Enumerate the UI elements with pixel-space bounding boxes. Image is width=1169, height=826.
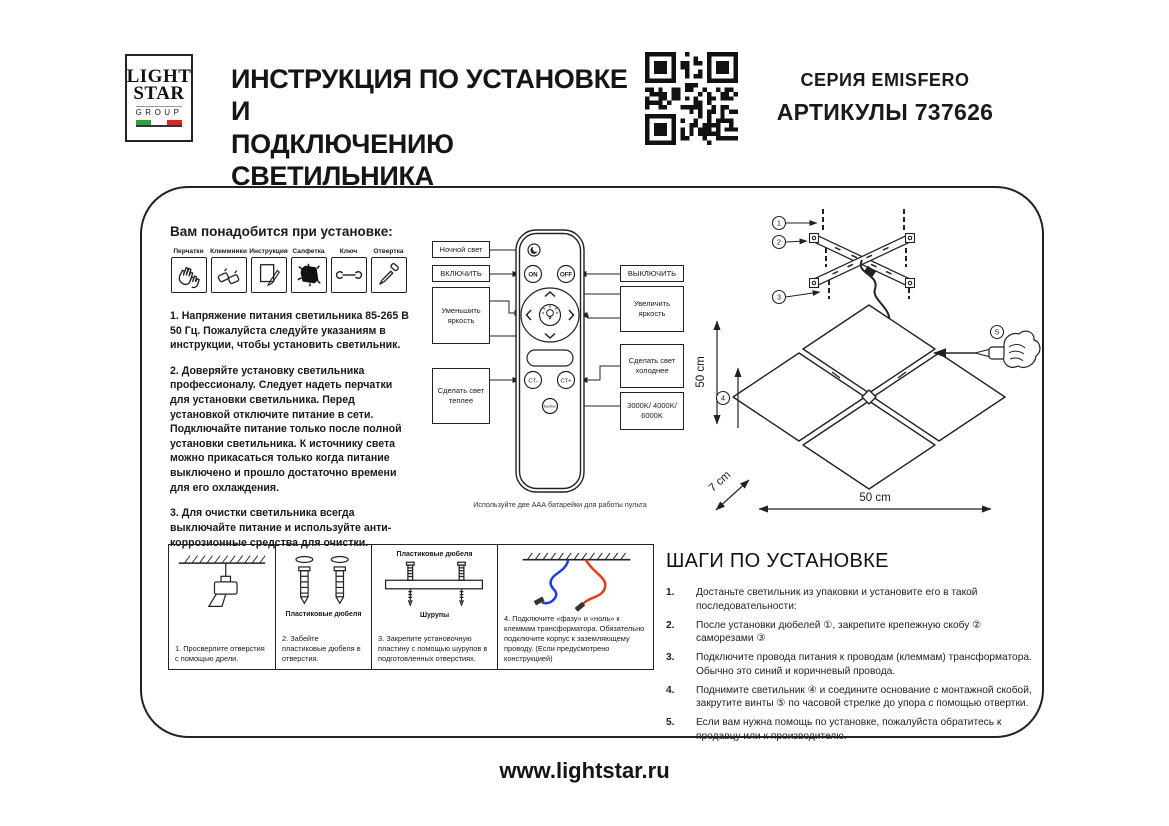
mount-step-2-label: Пластиковые дюбеля bbox=[285, 611, 362, 618]
tool-item-wrench: Ключ bbox=[330, 248, 367, 293]
mount-step-1-caption: 1. Просверлите отверстия с помощью дрели. bbox=[175, 644, 265, 664]
mount-step-2-caption: 2. Забейте пластиковые дюбеля в отверстия. bbox=[282, 634, 361, 664]
tool-item-clamps: Клеммники bbox=[210, 248, 247, 293]
dim-depth-label: 7 cm bbox=[706, 468, 734, 495]
remote-label-cooler: Сделать свет холоднее bbox=[620, 344, 684, 388]
install-steps-heading: ШАГИ ПО УСТАНОВКЕ bbox=[666, 550, 889, 572]
mounting-plate-illustration bbox=[378, 559, 490, 611]
safety-warnings bbox=[170, 309, 414, 550]
gloves-icon bbox=[171, 257, 207, 293]
install-step-1: 1. Достаньте светильник из упаковки и установите его в такой последовательности: bbox=[666, 587, 978, 612]
mount-step-3 bbox=[372, 544, 498, 670]
blue-wire bbox=[542, 560, 568, 603]
dim-width-label: 50 cm bbox=[859, 492, 891, 504]
install-step-5: 5. Если вам нужна помощь по установке, пожалуйста обратитесь к продавцу или к производителю. bbox=[666, 717, 1002, 742]
main-panel bbox=[140, 186, 1044, 742]
callout-1: 1 bbox=[776, 218, 782, 228]
tool-item-napkin: Салфетка bbox=[290, 248, 327, 293]
dowels-illustration bbox=[282, 550, 364, 610]
dim-height-label: 50 cm bbox=[695, 356, 707, 388]
page-title-line1: ИНСТРУКЦИЯ ПО УСТАНОВКЕ И bbox=[231, 64, 628, 127]
callout-2: 2 bbox=[776, 237, 782, 247]
qr-code bbox=[645, 52, 738, 145]
page-title bbox=[231, 63, 631, 193]
ct-plus-button-label: CT+ bbox=[560, 378, 572, 385]
page-title-line2: ПОДКЛЮЧЕНИЮ СВЕТИЛЬНИКА bbox=[231, 128, 454, 192]
napkin-icon bbox=[291, 257, 327, 293]
requirements-column bbox=[170, 224, 414, 561]
warning-paragraph-1: 1. Напряжение питания светильника 85-265 В 50 Гц. Пожалуйста следуйте указаниям в инструкции, чтобы установить светильник. bbox=[170, 310, 409, 352]
callout-4: 4 bbox=[720, 393, 726, 403]
article-number: АРТИКУЛЫ 737626 bbox=[776, 99, 994, 125]
remote-label-turn-off: ВЫКЛЮЧИТЬ bbox=[620, 265, 684, 282]
logo-word-group: GROUP bbox=[135, 107, 183, 117]
wrench-icon bbox=[331, 257, 367, 293]
tool-item-gloves: Перчатки bbox=[170, 248, 207, 293]
mount-step-3-label-top: Пластиковые дюбеля bbox=[396, 551, 473, 558]
footer-url: www.lightstar.ru bbox=[499, 758, 670, 783]
red-wire bbox=[582, 560, 605, 607]
series-label: СЕРИЯ EMISFERO bbox=[800, 70, 970, 90]
mount-step-2 bbox=[276, 544, 372, 670]
install-step-3: 3. Подключите провода питания к проводам (клеммам) трансформатора. Обычно это синий и коричневый провода. bbox=[666, 652, 1032, 677]
manual-icon bbox=[251, 257, 287, 293]
tools-heading: Вам понадобится при установке: bbox=[170, 224, 393, 239]
remote-label-kelvin: 3000K/ 4000K/ 6000K bbox=[620, 392, 684, 430]
tools-row bbox=[170, 248, 414, 293]
mount-step-4-caption: 4. Подключите «фазу» и «ноль» к клеммам трансформатора. Обязательно подключите корпус к заземляющему проводу. (Если предусмотрено конструкцией) bbox=[504, 614, 645, 664]
warning-paragraph-3: 3. Для очистки светильника всегда выключайте питание и используйте анти-коррозионные средства для очистки. bbox=[170, 507, 392, 549]
italian-flag-stripe bbox=[136, 120, 182, 127]
remote-control-figure bbox=[430, 228, 690, 528]
install-step-2: 2. После установки дюбелей ①, закрепите крепежную скобу ② саморезами ③ bbox=[666, 619, 982, 645]
remote-label-brighten: Увеличить яркость bbox=[620, 286, 684, 332]
mount-step-3-label-bottom: Шурупы bbox=[419, 612, 450, 619]
logo-word-star: STAR bbox=[133, 83, 185, 104]
battery-note: Используйте две ААА батарейки для работы пульта bbox=[473, 500, 647, 509]
screwdriver-icon bbox=[371, 257, 407, 293]
tool-item-manual: Инструкция bbox=[250, 248, 287, 293]
wiring-illustration bbox=[504, 550, 648, 614]
night-light-button-icon bbox=[528, 244, 540, 256]
mount-step-1 bbox=[168, 544, 276, 670]
lightstar-logo bbox=[125, 54, 193, 142]
install-steps-section bbox=[666, 550, 1038, 749]
tool-item-screwdriver: Отвертка bbox=[370, 248, 407, 293]
remote-label-night-light: Ночной свет bbox=[432, 241, 490, 258]
lamp-panels bbox=[733, 305, 1005, 489]
ct-minus-button-label: CT- bbox=[528, 378, 538, 385]
callout-3: 3 bbox=[776, 292, 782, 302]
mount-step-3-caption: 3. Закрепите установочную пластину с помощью шурупов в подготовленных отверстиях. bbox=[378, 634, 488, 664]
blue-wire-terminal bbox=[534, 597, 545, 606]
remote-label-turn-on: ВКЛЮЧИТЬ bbox=[432, 265, 490, 282]
callout-5: 5 bbox=[994, 327, 1000, 337]
remote-label-dim: Уменьшить яркость bbox=[432, 287, 490, 344]
series-block bbox=[775, 70, 995, 126]
install-step-4: 4. Поднимите светильник ④ и соедините основание с монтажной скобой, закрутите винты ⑤ по часовой стрелке до упора с помощью отвертки. bbox=[666, 684, 1032, 710]
mount-steps-strip bbox=[168, 544, 654, 670]
installation-diagram bbox=[692, 196, 1044, 532]
section-button-label: Section bbox=[543, 404, 557, 409]
clamps-icon bbox=[211, 257, 247, 293]
mount-step-4 bbox=[498, 544, 654, 670]
on-button-label: ON bbox=[528, 271, 538, 279]
logo-word-light: LIGHT bbox=[126, 66, 192, 88]
warning-paragraph-2: 2. Доверяйте установку светильника профессионалу. Следует надеть перчатки для установки светильника. Перед установкой отключите питание в сети. Подключайте питание только после полной установки светильника. К источнику света можно прикасаться только когда питание выключено и прошло достаточно времени для его охлаждения. bbox=[170, 364, 402, 494]
remote-label-warmer: Сделать свет теплее bbox=[432, 368, 490, 424]
drill-illustration bbox=[175, 550, 269, 612]
off-button-label: OFF bbox=[559, 271, 573, 279]
